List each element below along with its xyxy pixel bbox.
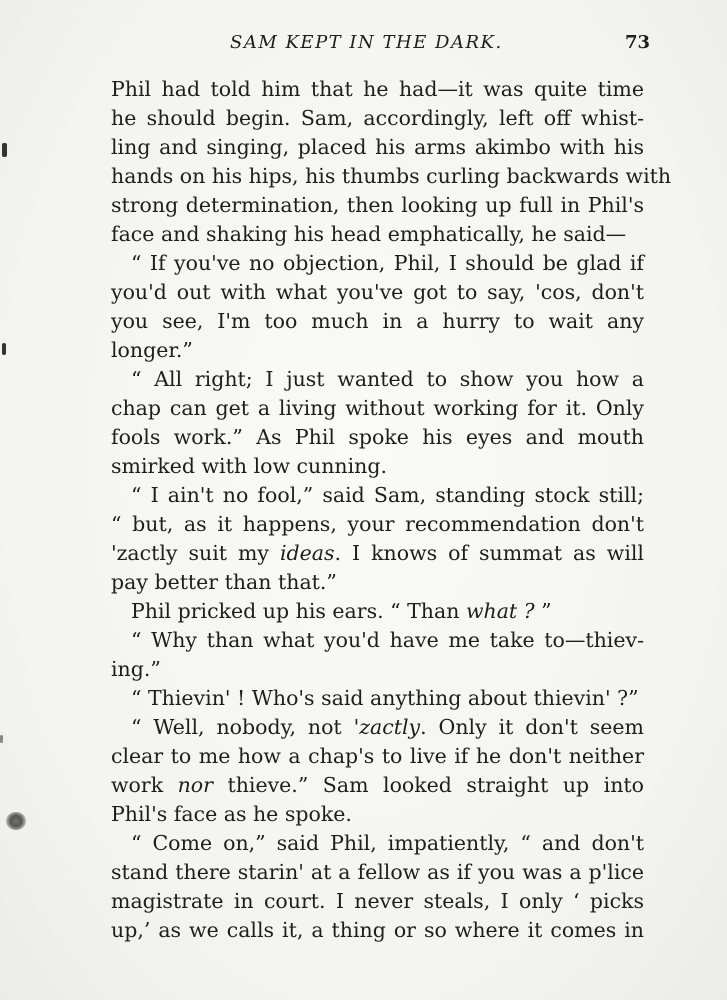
text-line: 'zactly suit my ideas. I knows of summat as will bbox=[111, 541, 644, 565]
text-line: pay better than that.” bbox=[111, 570, 337, 594]
text-line: hands on his hips, his thumbs curling backwards with bbox=[111, 164, 672, 188]
text-line: Phil had told him that he had—it was quite time bbox=[111, 77, 644, 101]
text-line: “ Why than what you'd have me take to—thiev- bbox=[131, 628, 644, 652]
text-line: up,’ as we calls it, a thing or so where it comes in bbox=[111, 918, 644, 942]
margin-mark bbox=[0, 735, 3, 743]
text-line: “ Thievin' ! Who's said anything about thievin' ?” bbox=[131, 686, 639, 710]
text-line: “ Well, nobody, not 'zactly. Only it don't seem bbox=[131, 715, 644, 739]
page-header bbox=[110, 30, 650, 60]
text-line: he should begin. Sam, accordingly, left off whist- bbox=[111, 106, 644, 130]
text-line: longer.” bbox=[111, 338, 193, 362]
text-line: fools work.” As Phil spoke his eyes and mouth bbox=[111, 425, 644, 449]
text-line: smirked with low cunning. bbox=[111, 454, 388, 478]
text-line: stand there starin' at a fellow as if you was a p'lice bbox=[111, 860, 644, 884]
text-line: magistrate in court. I never steals, I only ‘ picks bbox=[111, 889, 644, 913]
margin-mark bbox=[2, 143, 7, 157]
text-line: ling and singing, placed his arms akimbo with his bbox=[111, 135, 644, 159]
body-text bbox=[111, 75, 672, 945]
text-line: strong determination, then looking up full in Phil's bbox=[111, 193, 644, 217]
text-line: “ All right; I just wanted to show you how a bbox=[131, 367, 644, 391]
ink-blot bbox=[6, 812, 26, 830]
text-line: “ I ain't no fool,” said Sam, standing stock still; bbox=[131, 483, 644, 507]
text-line: ing.” bbox=[111, 657, 161, 681]
text-line: Phil pricked up his ears. “ Than what ? ” bbox=[131, 599, 552, 623]
running-title: SAM KEPT IN THE DARK. bbox=[230, 32, 503, 53]
page-number: 73 bbox=[624, 32, 650, 53]
text-line: “ but, as it happens, your recommendation don't bbox=[111, 512, 644, 536]
text-line: Phil's face as he spoke. bbox=[111, 802, 352, 826]
text-line: clear to me how a chap's to live if he don't neither bbox=[111, 744, 644, 768]
text-line: “ If you've no objection, Phil, I should be glad if bbox=[131, 251, 644, 275]
margin-mark bbox=[2, 343, 6, 355]
text-line: face and shaking his head emphatically, he said— bbox=[111, 222, 627, 246]
text-line: chap can get a living without working for it. Only bbox=[111, 396, 644, 420]
text-line: you see, I'm too much in a hurry to wait any bbox=[111, 309, 644, 333]
text-line: you'd out with what you've got to say, 'cos, don't bbox=[111, 280, 644, 304]
text-line: “ Come on,” said Phil, impatiently, “ and don't bbox=[131, 831, 644, 855]
text-line: work nor thieve.” Sam looked straight up into bbox=[111, 773, 644, 797]
